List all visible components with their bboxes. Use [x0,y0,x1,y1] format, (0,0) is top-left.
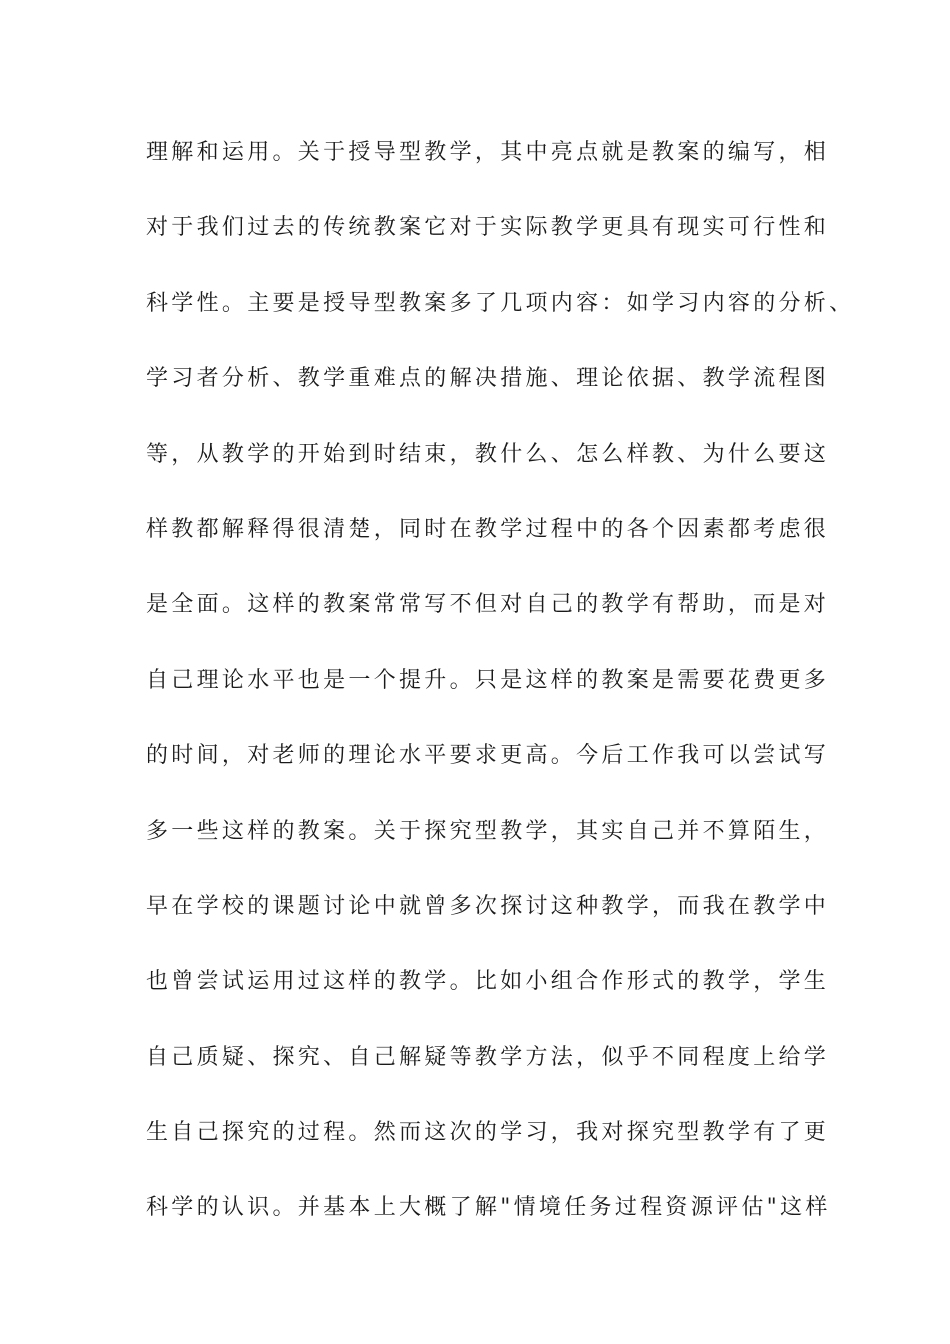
text-line: 学习者分析、教学重难点的解决措施、理论依据、教学流程图 [146,366,830,392]
text-line: 自己质疑、探究、自己解疑等教学方法，似乎不同程度上给学 [146,1044,830,1070]
text-line: 理解和运用。关于授导型教学，其中亮点就是教案的编写，相 [146,140,830,165]
text-line: 对于我们过去的传统教案它对于实际教学更具有现实可行性和 [146,215,830,241]
text-line: 生自己探究的过程。然而这次的学习，我对探究型教学有了更 [146,1120,830,1146]
text-line: 等，从教学的开始到时结束，教什么、怎么样教、为什么要这 [146,441,830,467]
text-line: 是全面。这样的教案常常写不但对自己的教学有帮助，而是对 [146,592,830,618]
text-line: 也曾尝试运用过这样的教学。比如小组合作形式的教学，学生 [146,969,830,995]
text-line: 样教都解释得很清楚，同时在教学过程中的各个因素都考虑很 [146,516,830,542]
text-line: 多一些这样的教案。关于探究型教学，其实自己并不算陌生， [146,818,830,844]
body-text [146,131,855,1262]
text-line: 自己理论水平也是一个提升。只是这样的教案是需要花费更多 [146,667,830,693]
text-line: 早在学校的课题讨论中就曾多次探讨这种教学，而我在教学中 [146,893,830,919]
text-line: 的时间，对老师的理论水平要求更高。今后工作我可以尝试写 [146,743,830,769]
text-line: 科学性。主要是授导型教案多了几项内容：如学习内容的分析、 [146,290,855,316]
text-line: 科学的认识。并基本上大概了解"情境任务过程资源评估"这样 [146,1195,831,1221]
